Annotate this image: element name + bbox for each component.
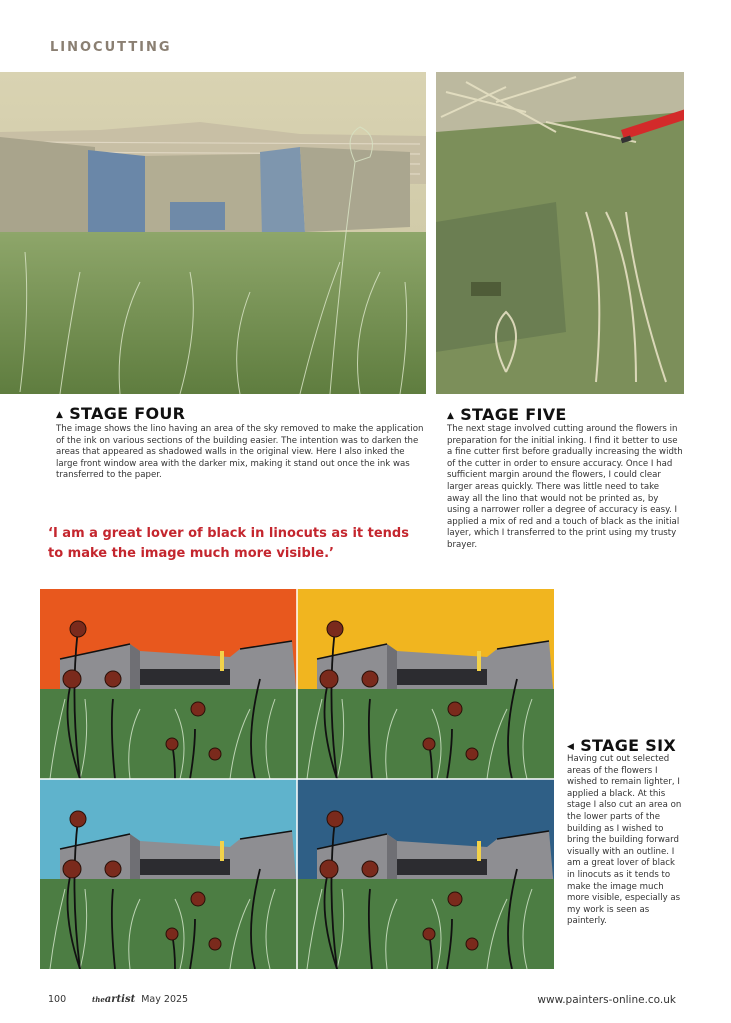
magazine-logo: theartist bbox=[92, 994, 136, 1005]
stage-six-heading: ◀ STAGE SIX bbox=[567, 736, 676, 755]
issue-date: May 2025 bbox=[141, 994, 189, 1005]
pull-quote: ‘I am a great lover of black in linocuts as it tends to make the image much more visible.’ bbox=[48, 526, 409, 561]
website-link[interactable]: www.painters-online.co.uk bbox=[537, 994, 676, 1006]
stage-five-photo bbox=[436, 72, 684, 394]
left-triangle-icon: ◀ bbox=[567, 742, 575, 752]
stage-six-prints bbox=[40, 589, 554, 969]
stage-four-photo bbox=[0, 72, 426, 394]
section-label: LINOCUTTING bbox=[50, 40, 172, 55]
magazine-credit bbox=[92, 994, 188, 1005]
up-triangle-icon: ▲ bbox=[56, 410, 64, 420]
stage-six-body: Having cut out selected areas of the flowers I wished to remain lighter, I applied a black. At this stage I also cut an area on the lower parts of the building as I wished to bring the building forward visually with an outline. I am a great lover of black in linocuts as it tends to make the image much more visible, especially as my work is seen as painterly. bbox=[567, 754, 682, 927]
stage-five-heading: ▲ STAGE FIVE bbox=[447, 405, 567, 424]
stage-four-body: The image shows the lino having an area of the sky removed to make the application of the ink on various sections of the building easier. The intention was to darken the areas that appeared as shadowed walls in the original view. Here I also inked the large front window area with the darker mix, making it stand out once the ink was transferred to the paper. bbox=[56, 424, 424, 481]
up-triangle-icon: ▲ bbox=[447, 411, 455, 421]
page-number: 100 bbox=[48, 994, 67, 1005]
stage-four-heading: ▲ STAGE FOUR bbox=[56, 404, 186, 423]
stage-five-body: The next stage involved cutting around the flowers in preparation for the initial inking. I find it better to use a fine cutter first before gradually increasing the width of the cutter in order to ensure accuracy. Once I had sufficient margin around the flowers, I could clear larger areas quickly. There was little need to take away all the lino that would not be printed as, by using a narrower roller a degree of accuracy is easy. I applied a mix of red and a touch of black as the initial layer, which I transferred to the print using my trusty brayer. bbox=[447, 424, 683, 550]
